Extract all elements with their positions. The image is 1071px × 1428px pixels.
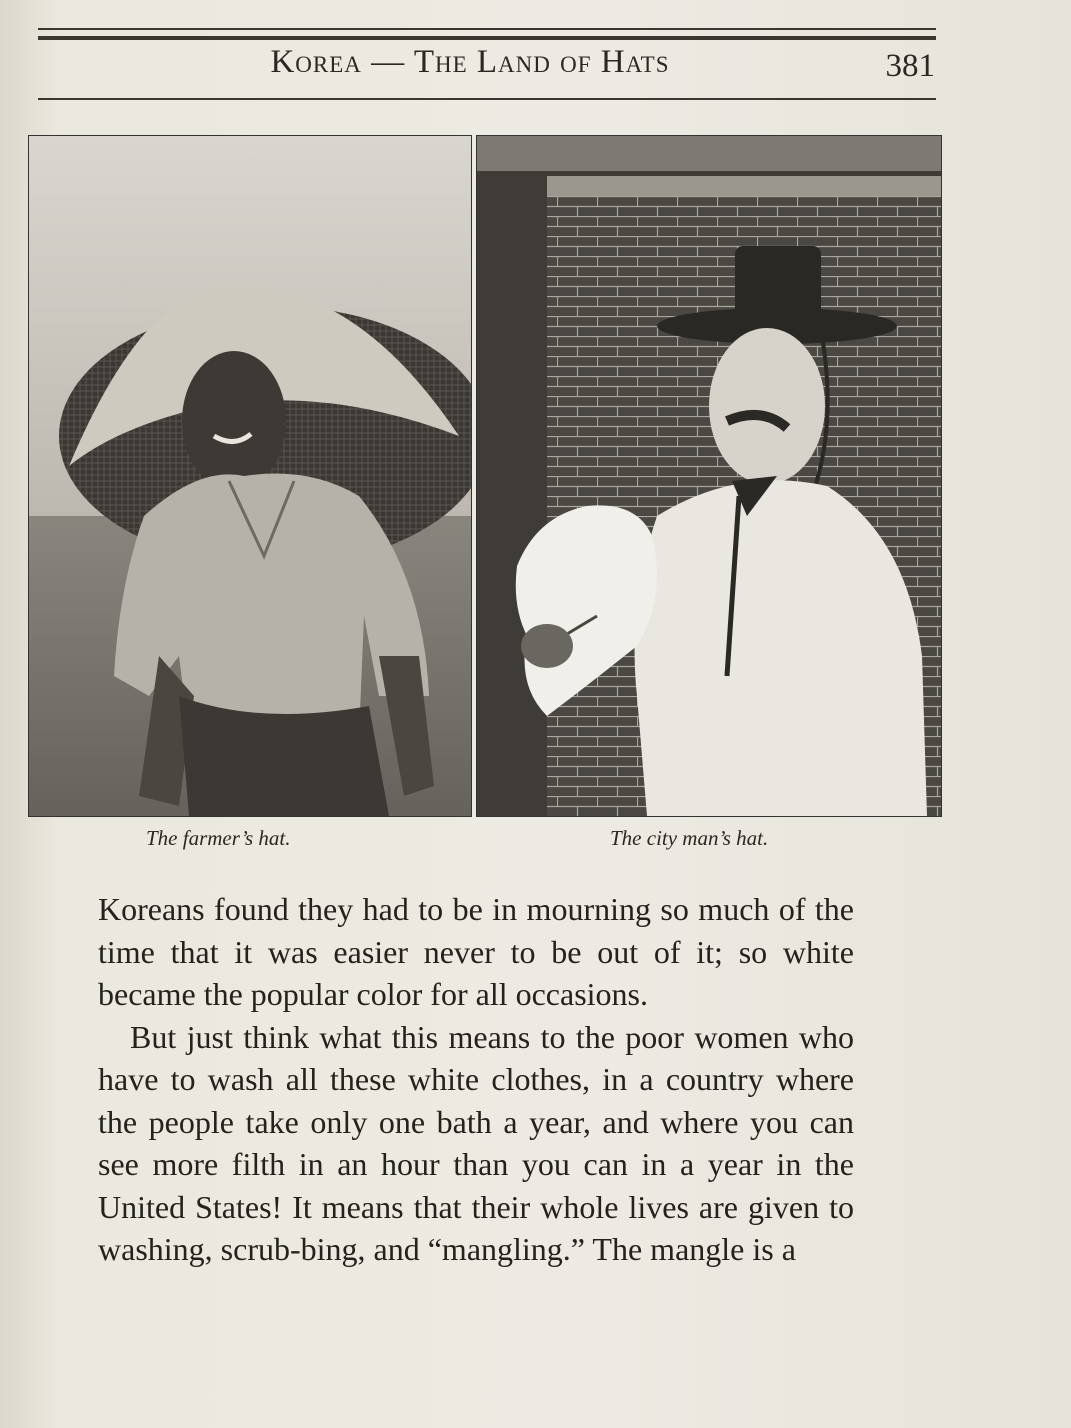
farmer-hat-caption: The farmer’s hat.	[146, 826, 291, 850]
header-rule-bottom	[38, 98, 936, 100]
farmer-photo	[28, 135, 472, 817]
header-rule-double	[38, 36, 936, 40]
header-rule-top	[38, 28, 936, 30]
running-title: Korea — The Land of Hats	[270, 44, 670, 80]
page-number: 381	[885, 48, 935, 84]
paragraph-2: But just think what this means to the poor women who have to wash all these white clothes, in a country where the people take only one bath a year, and where you can see more filth in an hour than you can in a year in the United States! It means that their whole lives are given to washing, scrub-bing, and “mangling.” The mangle is a	[98, 1018, 854, 1267]
body-text	[98, 888, 854, 1271]
city-man-hat-caption: The city man’s hat.	[610, 826, 769, 850]
paragraph-1: Koreans found they had to be in mourning so much of the time that it was easier never to be out of it; so white became the popular color for all occasions.	[98, 891, 854, 1012]
city-man-photo	[476, 135, 942, 817]
